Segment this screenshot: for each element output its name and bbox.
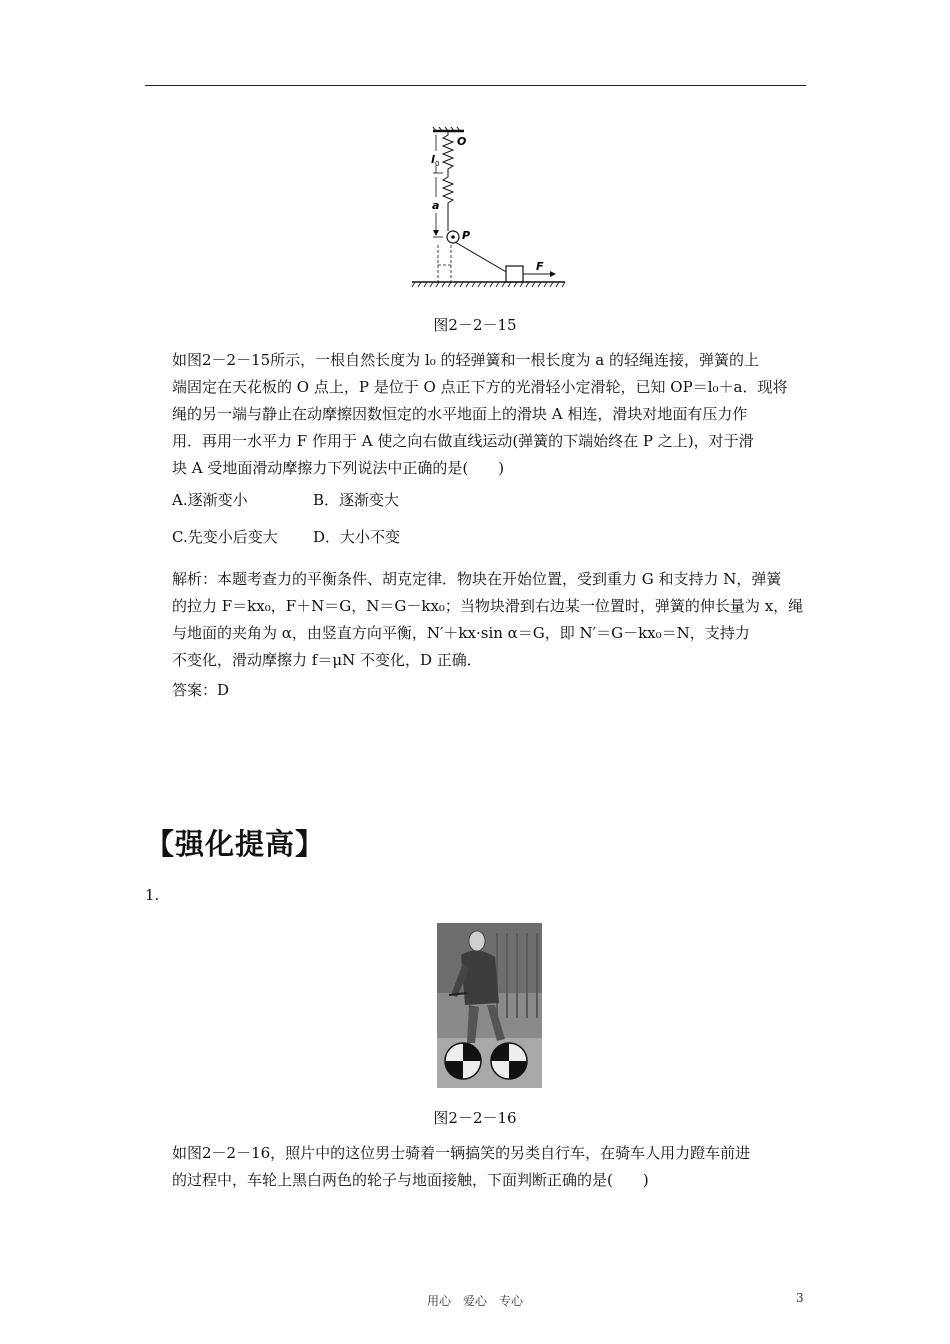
spring-pulley-diagram [400, 125, 570, 295]
bicycle-photo [437, 923, 542, 1088]
label-l0-subscript: 0 [435, 160, 440, 168]
problem-stem [172, 347, 812, 482]
question1-stem-line: 的过程中，车轮上黑白两色的轮子与地面接触，下面判断正确的是( ) [172, 1171, 649, 1189]
question-number: 1. [145, 886, 160, 904]
option-d: D．大小不变 [313, 528, 401, 546]
label-l0: l [431, 153, 435, 166]
analysis-line: 与地面的夹角为 α，由竖直方向平衡，N′＋kx·sin α＝G，即 N′＝G－kx₀＝N，支持力 [172, 624, 750, 642]
label-F: F [536, 260, 544, 273]
analysis-line: 不变化，滑动摩擦力 f＝μN 不变化，D 正确． [172, 651, 482, 669]
label-a: a [432, 199, 440, 212]
problem-stem-line: 块 A 受地面滑动摩擦力下列说法中正确的是( ) [172, 459, 505, 477]
label-O: O [457, 135, 467, 148]
problem-stem-line: 如图2－2－15所示，一根自然长度为 l₀ 的轻弹簧和一根长度为 a 的轻绳连接，弹簧的上 [172, 351, 760, 369]
analysis-line: 的拉力 F＝kx₀，F＋N＝G，N＝G－kx₀；当物块滑到右边某一位置时，弹簧的伸长量为 x，绳 [172, 597, 804, 615]
figure-caption-2-2-16: 图2－2－16 [433, 1109, 517, 1127]
question1-stem-line: 如图2－2－16，照片中的这位男士骑着一辆搞笑的另类自行车，在骑车人用力蹬车前进 [172, 1144, 751, 1162]
label-P: P [462, 229, 471, 242]
option-b: B．逐渐变大 [313, 491, 400, 509]
problem-stem-line: 端固定在天花板的 O 点上，P 是位于 O 点正下方的光滑轻小定滑轮，已知 OP＝l₀＋a．现将 [172, 378, 788, 396]
answer: 答案：D [172, 681, 230, 699]
footer-slogan: 用心 爱心 专心 [426, 1294, 523, 1308]
header-rule [145, 85, 806, 86]
problem-stem-line: 绳的另一端与静止在动摩擦因数恒定的水平地面上的滑块 A 相连，滑块对地面有压力作 [172, 405, 748, 423]
option-a: A.逐渐变小 [172, 491, 248, 509]
problem-stem-line: 用．再用一水平力 F 作用于 A 使之向右做直线运动(弹簧的下端始终在 P 之上)，对于滑 [172, 432, 754, 450]
section-heading: 【强化提高】 [145, 827, 326, 861]
question1-stem [172, 1140, 812, 1194]
analysis [172, 566, 812, 674]
page-number: 3 [796, 1291, 804, 1305]
analysis-line: 解析：本题考查力的平衡条件、胡克定律．物块在开始位置，受到重力 G 和支持力 N，弹簧 [172, 570, 782, 588]
figure-caption-2-2-15: 图2－2－15 [433, 316, 517, 334]
option-c: C.先变小后变大 [172, 528, 278, 546]
